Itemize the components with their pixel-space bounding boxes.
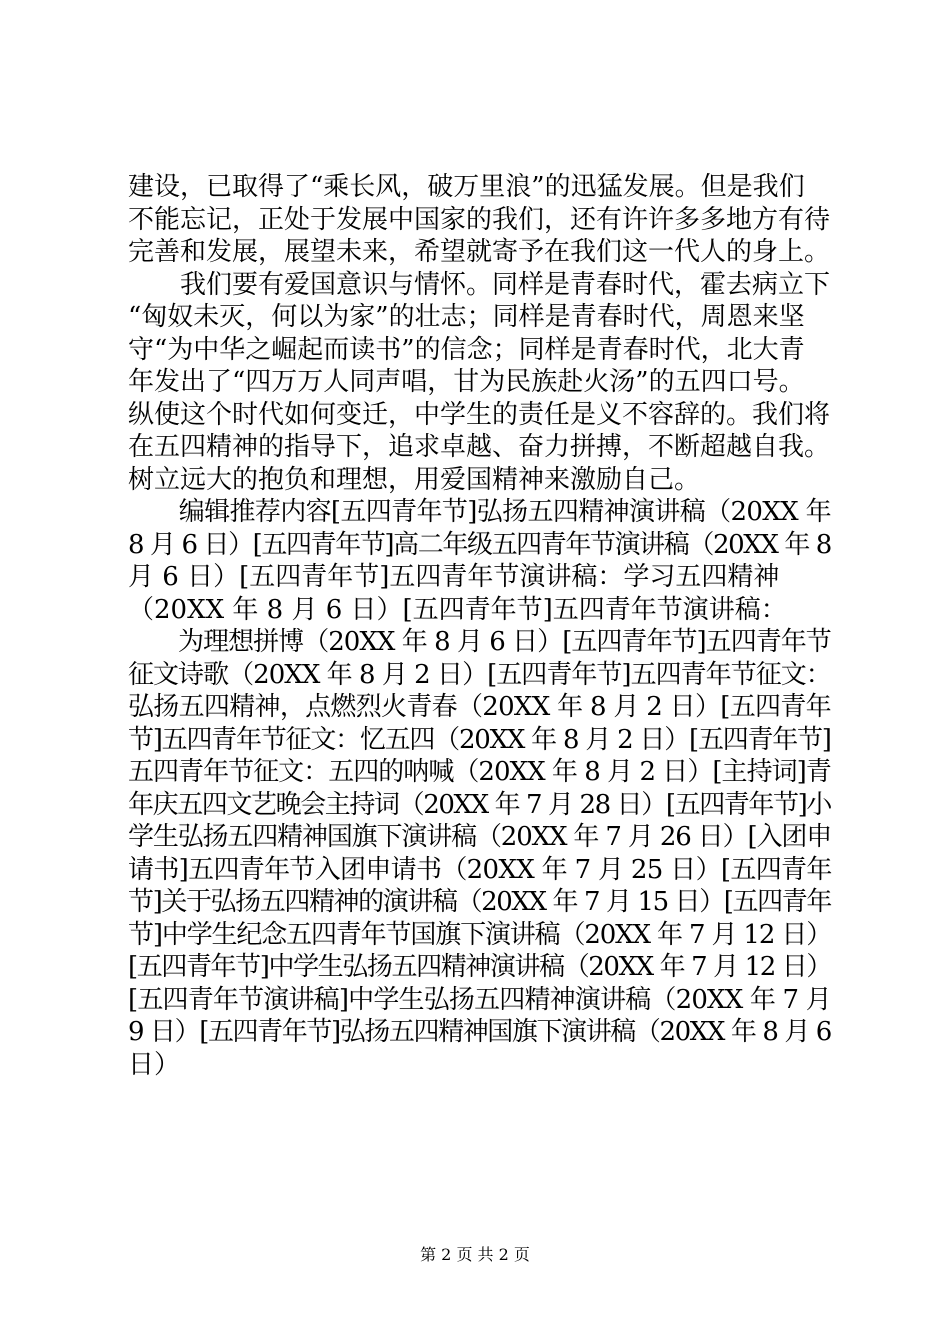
text-line: 征文诗歌（20XX 年 8 月 2 日）[五四青年节]五四青年节征文： bbox=[128, 659, 831, 690]
text-line: 不能忘记，正处于发展中国家的我们，还有许许多多地方有待 bbox=[128, 204, 831, 235]
text-line: 日） bbox=[128, 1049, 181, 1080]
text-line: 弘扬五四精神，点燃烈火青春（20XX 年 8 月 2 日）[五四青年 bbox=[128, 692, 831, 722]
text-line: 树立远大的抱负和理想，用爱国精神来激励自己。 bbox=[128, 464, 701, 495]
text-line: 节]关于弘扬五四精神的演讲稿（20XX 年 7 月 15 日）[五四青年 bbox=[128, 887, 831, 917]
text-line: 五四青年节征文：五四的呐喊（20XX 年 8 月 2 日）[主持词]青 bbox=[128, 757, 831, 787]
text-line: 完善和发展，展望未来，希望就寄予在我们这一代人的身上。 bbox=[128, 237, 831, 267]
text-line: 为理想拼博（20XX 年 8 月 6 日）[五四青年节]五四青年节 bbox=[128, 627, 831, 657]
text-line: 8 月 6 日）[五四青年节]高二年级五四青年节演讲稿（20XX 年 8 bbox=[128, 529, 831, 560]
text-line: 节]中学生纪念五四青年节国旗下演讲稿（20XX 年 7 月 12 日） bbox=[128, 919, 832, 950]
text-line: [五四青年节演讲稿]中学生弘扬五四精神演讲稿（20XX 年 7 月 bbox=[128, 984, 831, 1015]
body-text bbox=[128, 171, 832, 1081]
text-line: 我们要有爱国意识与情怀。同样是青春时代，霍去病立下 bbox=[128, 269, 831, 300]
text-line: 请书]五四青年节入团申请书（20XX 年 7 月 25 日）[五四青年 bbox=[128, 854, 832, 885]
text-line: 月 6 日）[五四青年节]五四青年节演讲稿：学习五四精神 bbox=[128, 562, 780, 592]
text-line: 节]五四青年节征文：忆五四（20XX 年 8 月 2 日）[五四青年节] bbox=[128, 724, 831, 755]
text-line: 学生弘扬五四精神国旗下演讲稿（20XX 年 7 月 26 日）[入团申 bbox=[128, 822, 832, 852]
text-line: 编辑推荐内容[五四青年节]弘扬五四精神演讲稿（20XX 年 bbox=[128, 497, 832, 527]
text-line: [五四青年节]中学生弘扬五四精神演讲稿（20XX 年 7 月 12 日） bbox=[128, 952, 831, 982]
text-line: 建设，已取得了“乘长风，破万里浪”的迅猛发展。但是我们 bbox=[128, 172, 805, 202]
text-line: 年发出了“四万万人同声唱，甘为民族赴火汤”的五四口号。 bbox=[128, 367, 805, 397]
text-line: 9 日）[五四青年节]弘扬五四精神国旗下演讲稿（20XX 年 8 月 6 bbox=[128, 1017, 831, 1047]
text-line: 在五四精神的指导下，追求卓越、奋力拼搏，不断超越自我。 bbox=[128, 432, 831, 462]
text-line: “匈奴未灭，何以为家”的壮志；同样是青春时代，周恩来坚 bbox=[128, 302, 805, 332]
text-line: 年庆五四文艺晚会主持词（20XX 年 7 月 28 日）[五四青年节]小 bbox=[128, 789, 831, 820]
text-line: （20XX 年 8 月 6 日）[五四青年节]五四青年节演讲稿： bbox=[128, 594, 787, 625]
page-number-footer: 第 2 页 共 2 页 bbox=[420, 1245, 530, 1264]
text-line: 守“为中华之崛起而读书”的信念；同样是青春时代，北大青 bbox=[128, 334, 805, 365]
text-line: 纵使这个时代如何变迁，中学生的责任是义不容辞的。我们将 bbox=[128, 399, 831, 430]
